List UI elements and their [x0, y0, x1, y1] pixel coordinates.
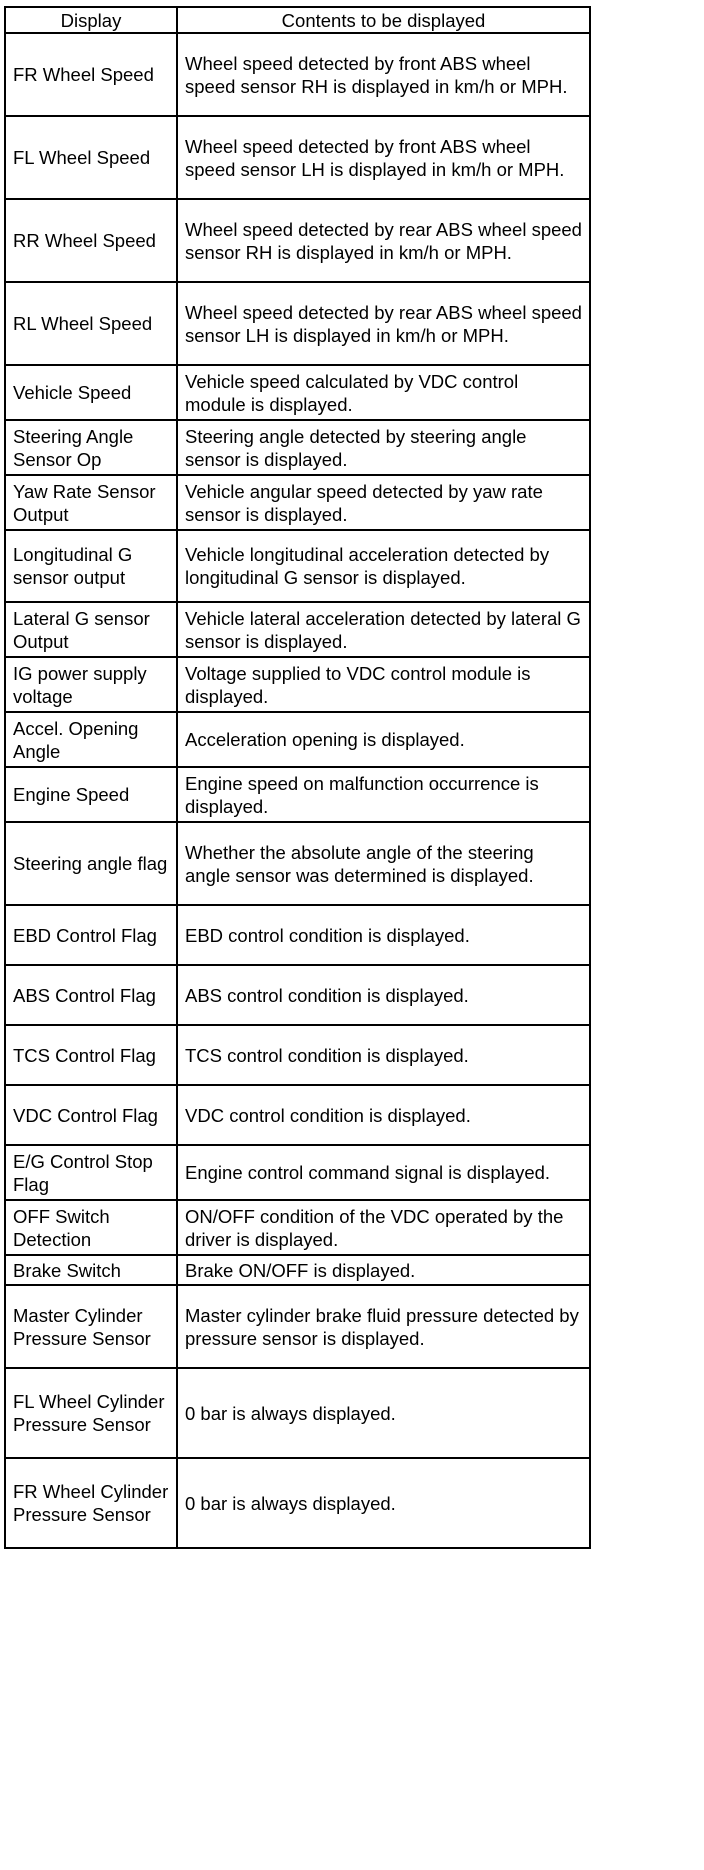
table-row	[5, 1085, 590, 1145]
display-cell: Accel. Opening Angle	[5, 712, 177, 767]
contents-cell: ABS control condition is displayed.	[177, 965, 590, 1025]
table-row	[5, 33, 590, 116]
table-row	[5, 420, 590, 475]
table-row	[5, 712, 590, 767]
table-row	[5, 767, 590, 822]
table-row	[5, 822, 590, 905]
display-cell: RL Wheel Speed	[5, 282, 177, 365]
display-cell: FR Wheel Speed	[5, 33, 177, 116]
table-row	[5, 199, 590, 282]
display-cell: Engine Speed	[5, 767, 177, 822]
contents-cell: Master cylinder brake fluid pressure detected by pressure sensor is displayed.	[177, 1285, 590, 1368]
contents-cell: 0 bar is always displayed.	[177, 1368, 590, 1458]
table-row	[5, 475, 590, 530]
table-header-row	[5, 7, 590, 33]
table-row	[5, 657, 590, 712]
display-cell: FL Wheel Cylinder Pressure Sensor	[5, 1368, 177, 1458]
display-cell: Yaw Rate Sensor Output	[5, 475, 177, 530]
display-cell: IG power supply voltage	[5, 657, 177, 712]
display-cell: RR Wheel Speed	[5, 199, 177, 282]
contents-cell: Brake ON/OFF is displayed.	[177, 1255, 590, 1285]
display-cell: FR Wheel Cylinder Pressure Sensor	[5, 1458, 177, 1548]
contents-cell: 0 bar is always displayed.	[177, 1458, 590, 1548]
contents-cell: EBD control condition is displayed.	[177, 905, 590, 965]
table-row	[5, 1255, 590, 1285]
contents-cell: Engine speed on malfunction occurrence is displayed.	[177, 767, 590, 822]
table-body	[5, 33, 590, 1548]
table-row	[5, 1368, 590, 1458]
display-cell: VDC Control Flag	[5, 1085, 177, 1145]
table-row	[5, 282, 590, 365]
header-contents: Contents to be displayed	[177, 7, 590, 33]
contents-cell: Wheel speed detected by rear ABS wheel speed sensor RH is displayed in km/h or MPH.	[177, 199, 590, 282]
contents-cell: VDC control condition is displayed.	[177, 1085, 590, 1145]
display-cell: Steering Angle Sensor Op	[5, 420, 177, 475]
table-row	[5, 905, 590, 965]
display-cell: Vehicle Speed	[5, 365, 177, 420]
contents-cell: Wheel speed detected by front ABS wheel speed sensor RH is displayed in km/h or MPH.	[177, 33, 590, 116]
header-display: Display	[5, 7, 177, 33]
table-row	[5, 1458, 590, 1548]
table-row	[5, 1025, 590, 1085]
display-cell: OFF Switch Detection	[5, 1200, 177, 1255]
display-cell: Steering angle flag	[5, 822, 177, 905]
display-cell: EBD Control Flag	[5, 905, 177, 965]
contents-cell: Vehicle lateral acceleration detected by lateral G sensor is displayed.	[177, 602, 590, 657]
contents-cell: Voltage supplied to VDC control module is displayed.	[177, 657, 590, 712]
contents-cell: Wheel speed detected by rear ABS wheel speed sensor LH is displayed in km/h or MPH.	[177, 282, 590, 365]
display-cell: TCS Control Flag	[5, 1025, 177, 1085]
table-row	[5, 365, 590, 420]
table-row	[5, 1200, 590, 1255]
display-cell: Longitudinal G sensor output	[5, 530, 177, 602]
display-cell: ABS Control Flag	[5, 965, 177, 1025]
contents-cell: TCS control condition is displayed.	[177, 1025, 590, 1085]
display-cell: Lateral G sensor Output	[5, 602, 177, 657]
contents-cell: Vehicle speed calculated by VDC control module is displayed.	[177, 365, 590, 420]
display-cell: E/G Control Stop Flag	[5, 1145, 177, 1200]
contents-cell: Wheel speed detected by front ABS wheel speed sensor LH is displayed in km/h or MPH.	[177, 116, 590, 199]
contents-cell: Vehicle angular speed detected by yaw rate sensor is displayed.	[177, 475, 590, 530]
table-row	[5, 1145, 590, 1200]
display-cell: FL Wheel Speed	[5, 116, 177, 199]
display-cell: Master Cylinder Pressure Sensor	[5, 1285, 177, 1368]
contents-cell: Acceleration opening is displayed.	[177, 712, 590, 767]
display-cell: Brake Switch	[5, 1255, 177, 1285]
display-contents-table	[4, 6, 591, 1549]
contents-cell: Steering angle detected by steering angle sensor is displayed.	[177, 420, 590, 475]
table-row	[5, 965, 590, 1025]
contents-cell: ON/OFF condition of the VDC operated by the driver is displayed.	[177, 1200, 590, 1255]
table-row	[5, 1285, 590, 1368]
contents-cell: Vehicle longitudinal acceleration detected by longitudinal G sensor is displayed.	[177, 530, 590, 602]
contents-cell: Engine control command signal is displayed.	[177, 1145, 590, 1200]
table-row	[5, 116, 590, 199]
contents-cell: Whether the absolute angle of the steering angle sensor was determined is displayed.	[177, 822, 590, 905]
table-row	[5, 530, 590, 602]
table-row	[5, 602, 590, 657]
